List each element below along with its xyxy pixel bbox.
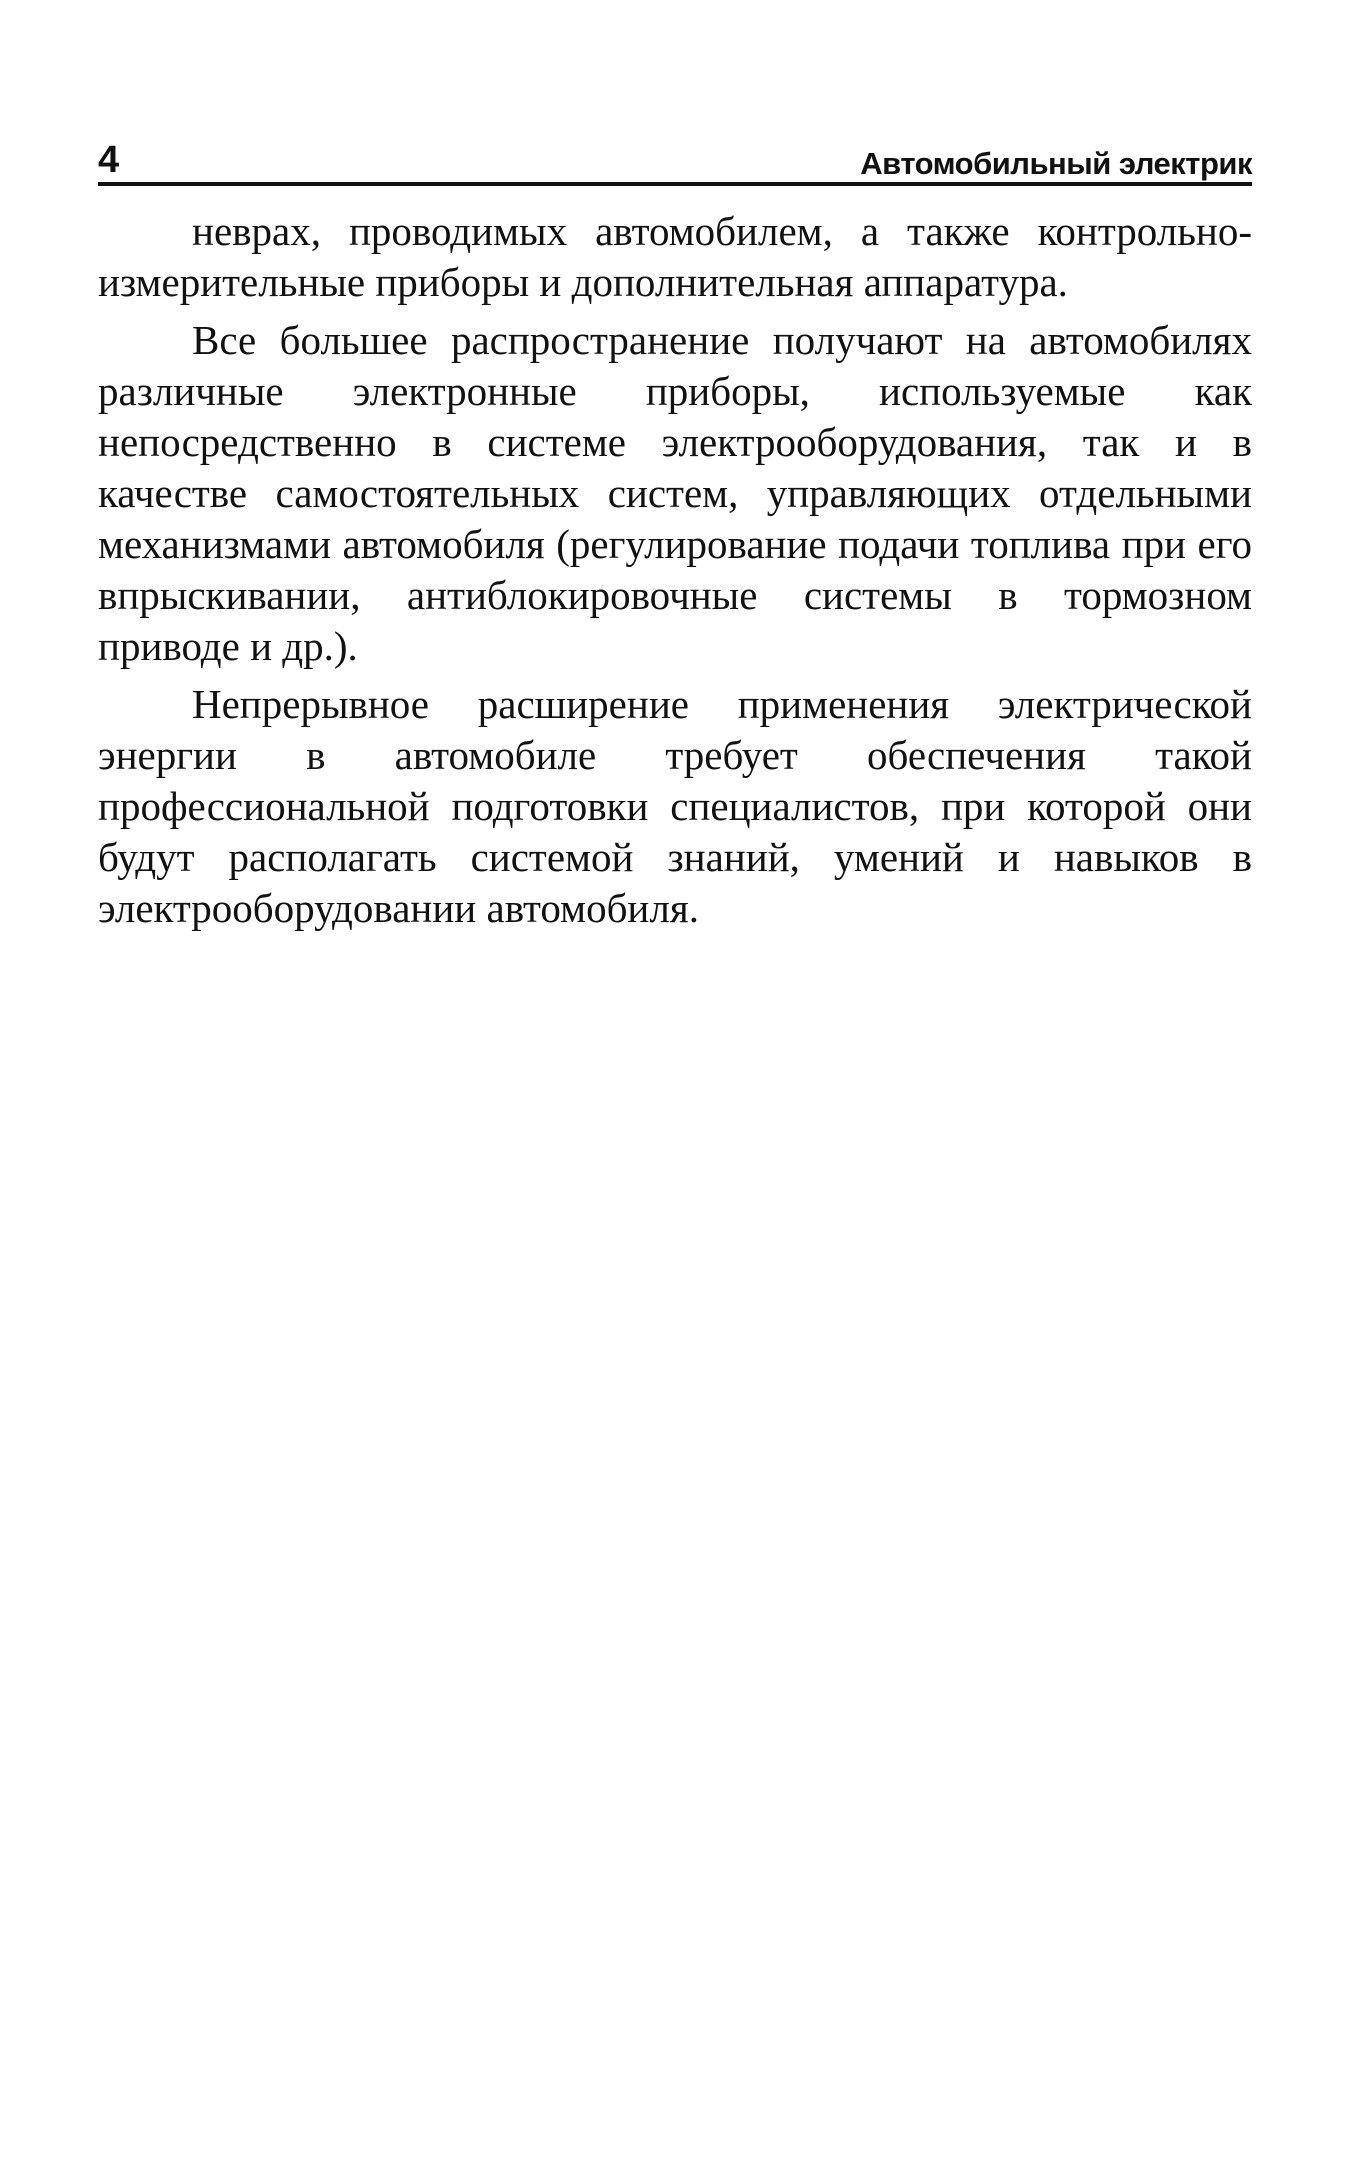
paragraph-continued: неврах, проводимых автомобилем, а также контрольно-измерительные приборы и дополнительная аппаратура. [98,208,1252,305]
paragraph-specialist-training: Непрерывное расширение применения электрической энергии в автомобиле требует обеспечения такой профессиональной подготовки специалистов, при которой они будут располагать системой знаний, умений и навыков в электрооборудовании автомобиля. [98,681,1252,931]
body-text [98,206,1252,934]
page-number: 4 [98,139,120,181]
running-head [98,138,1252,188]
paragraph-electronic-devices: Все большее распространение получают на автомобилях различные электронные приборы, используемые как непосредственно в системе электрооборудования, так и в качестве самостоятельных систем, управляющих отдельными механизмами автомобиля (регулирование подачи топлива при его впрыскивании, антиблокировочные системы в тормозном приводе и др.). [98,317,1252,669]
header-rule [98,182,1252,186]
running-title: Автомобильный электрик [860,146,1252,181]
